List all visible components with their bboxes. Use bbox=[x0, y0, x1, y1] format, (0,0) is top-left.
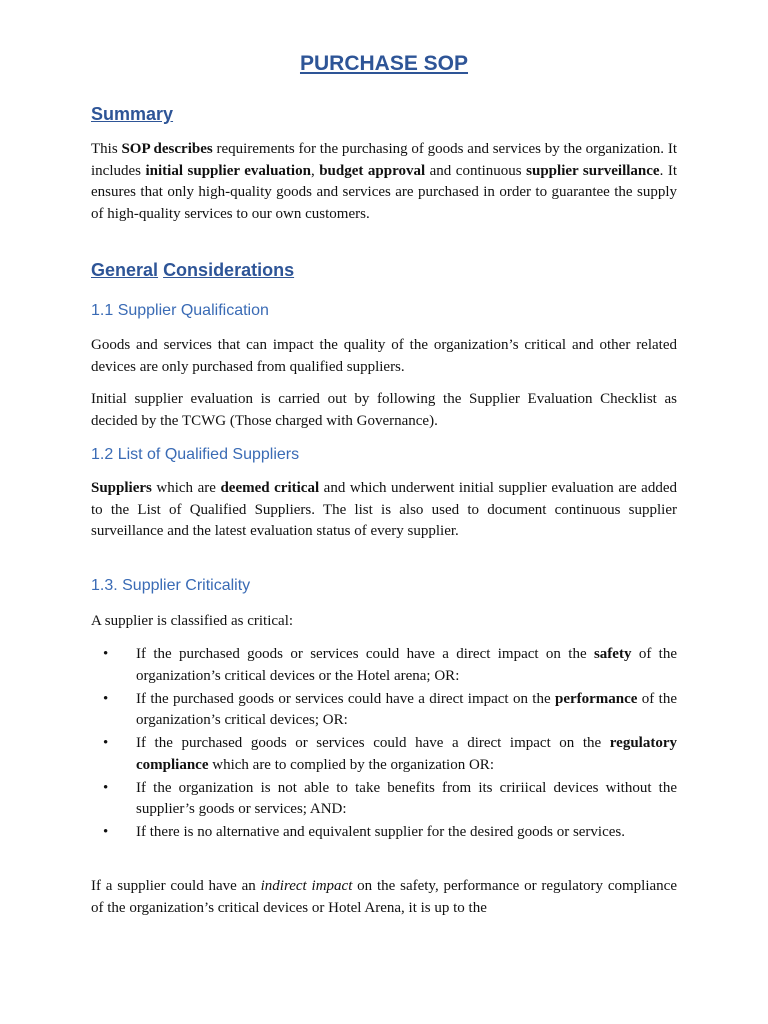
criticality-list bbox=[91, 644, 677, 845]
summary-paragraph: This SOP describes requirements for the purchasing of goods and services by the organization. It includes initial supplier evaluation, budget approval and continuous supplier surveillance. It ensures that only high-quality goods and services are purchased in order to guarantee the supply of high-quality services to our own customers. bbox=[91, 141, 677, 222]
supplier-qualification-heading: 1.1 Supplier Qualification bbox=[91, 302, 269, 319]
qualified-suppliers-heading: 1.2 List of Qualified Suppliers bbox=[91, 446, 300, 463]
supplier-criticality-heading: 1.3. Supplier Criticality bbox=[91, 577, 251, 594]
list-item: • If the purchased goods or services could have a direct impact on the performance of the organization’s critical devices; OR: bbox=[103, 690, 677, 728]
summary-heading: Summary bbox=[91, 104, 174, 124]
list-item: • If the purchased goods or services could have a direct impact on the safety of the organization’s critical devices or the Hotel arena; OR: bbox=[103, 646, 677, 684]
indirect-impact-paragraph: If a supplier could have an indirect impact on the safety, performance or regulatory compliance of the organization’s critical devices or Hotel Arena, it is up to the bbox=[91, 878, 677, 916]
bullet-icon: • bbox=[103, 735, 109, 751]
bullet-icon: • bbox=[103, 646, 109, 662]
list-item: • If the organization is not able to take benefits from its cririical devices without the supplier’s goods or services; AND: bbox=[103, 779, 677, 817]
qualified-suppliers-paragraph: Suppliers which are deemed critical and which underwent initial supplier evaluation are added to the List of Qualified Suppliers. The list is also used to document continuous supplier surveillance and the latest evaluation status of every supplier. bbox=[91, 480, 677, 539]
supplier-qualification-paragraph-1: Goods and services that can impact the quality of the organization’s critical and other related devices are only purchased from qualified suppliers. bbox=[91, 337, 677, 375]
bullet-icon: • bbox=[103, 779, 109, 796]
supplier-criticality-intro: A supplier is classified as critical: bbox=[91, 613, 294, 629]
list-item: • If the purchased goods or services could have a direct impact on the regulatory compliance which are to complied by the organization OR: bbox=[103, 735, 677, 773]
bullet-icon: • bbox=[103, 824, 109, 840]
bullet-icon: • bbox=[103, 690, 109, 707]
list-item: • If there is no alternative and equivalent supplier for the desired goods or services. bbox=[91, 822, 677, 844]
general-considerations-heading: General Considerations bbox=[91, 260, 295, 280]
supplier-qualification-paragraph-2: Initial supplier evaluation is carried out by following the Supplier Evaluation Checklist as decided by the TCWG (Those charged with Governance). bbox=[91, 391, 677, 429]
page-title: PURCHASE SOP bbox=[299, 52, 469, 75]
